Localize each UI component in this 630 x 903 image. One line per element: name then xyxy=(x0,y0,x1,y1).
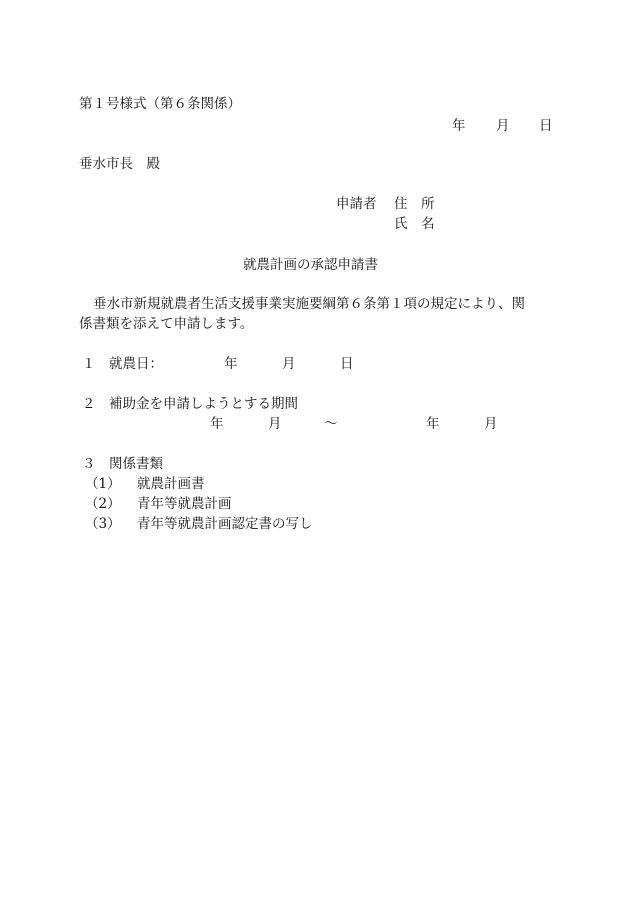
period-end-month-label: 月 xyxy=(484,416,498,432)
date-year-label: 年 xyxy=(452,118,466,134)
document-list-item-text: 青年等就農計画 xyxy=(137,496,232,512)
document-list-item-text: 就農計画書 xyxy=(137,476,205,492)
date-month-label: 月 xyxy=(496,118,510,134)
addressee: 垂水市長 殿 xyxy=(79,156,160,172)
document-list-item-number: （2） xyxy=(85,496,121,512)
item-number: １ xyxy=(82,356,96,372)
body-line-2: 係書類を添えて申請します。 xyxy=(79,316,254,332)
item-label: 就農日： xyxy=(109,356,163,372)
item-label: 補助金を申請しようとする期間 xyxy=(109,396,298,412)
form-label: 第１号様式（第６条関係） xyxy=(79,96,241,112)
date-day-label: 日 xyxy=(539,118,553,134)
body-line-1: 垂水市新規就農者生活支援事業実施要綱第６条第１項の規定により、関 xyxy=(93,296,525,312)
period-start-year-label: 年 xyxy=(210,416,224,432)
period-start-month-label: 月 xyxy=(268,416,282,432)
applicant-name-label: 氏 名 xyxy=(394,216,435,232)
document-list-item-number: （1） xyxy=(85,476,121,492)
start-date-year-label: 年 xyxy=(224,356,238,372)
document-list-item-number: （3） xyxy=(85,516,121,532)
applicant-address-label: 住 所 xyxy=(394,196,435,212)
start-date-month-label: 月 xyxy=(282,356,296,372)
document-list-item-text: 青年等就農計画認定書の写し xyxy=(137,516,313,532)
item-label: 関係書類 xyxy=(109,456,163,472)
applicant-label: 申請者 xyxy=(336,196,377,212)
document-title: 就農計画の承認申請書 xyxy=(243,257,378,273)
item-number: ２ xyxy=(82,396,96,412)
period-tilde: ～ xyxy=(324,416,338,432)
period-end-year-label: 年 xyxy=(426,416,440,432)
start-date-day-label: 日 xyxy=(340,356,354,372)
item-number: ３ xyxy=(82,456,96,472)
